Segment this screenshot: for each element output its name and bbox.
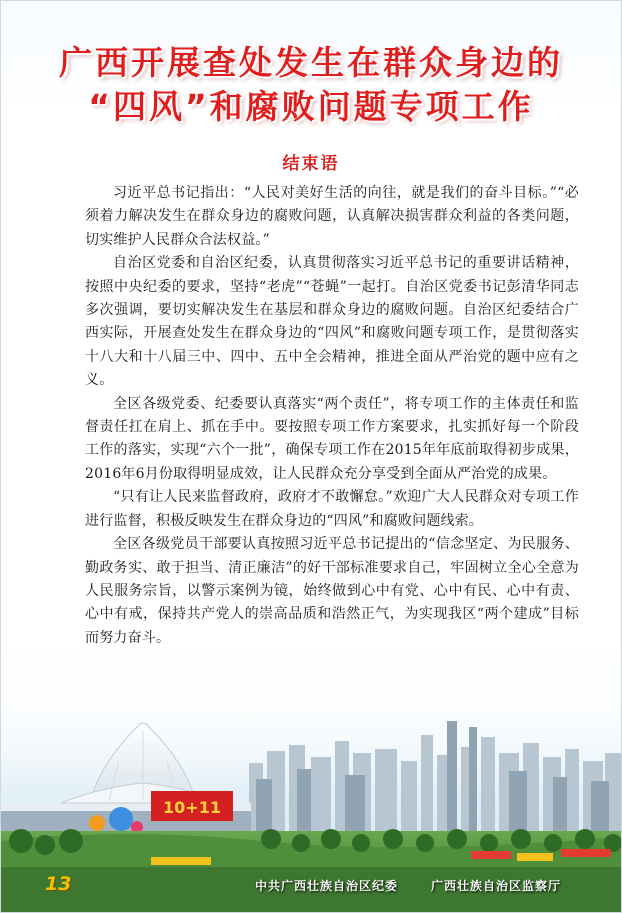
article-body <box>85 182 579 650</box>
paragraph-3: 全区各级党委、纪委要认真落实“两个责任”，将专项工作的主体责任和监督责任扛在肩上、抓在手中。要按照专项工作方案要求，扎实抓好每一个阶段工作的落实，实现“六个一批”，确保专项工作在2015年年底前取得初步成果，2016年6月份取得明显成效，让人民群众充分享受到全面从严治党的成果。 <box>85 395 579 482</box>
footer-org-supervision-dept: 广西壮族自治区监察厅 <box>431 879 562 893</box>
paragraph-1: 习近平总书记指出：“人民对美好生活的向往，就是我们的奋斗目标。”“必须着力解决发生在群众身边的腐败问题，认真解决损害群众利益的各类问题，切实维护人民群众合法权益。” <box>85 185 579 248</box>
paragraph-2: 自治区党委和自治区纪委，认真贯彻落实习近平总书记的重要讲话精神，按照中央纪委的要求，坚持“老虎”“苍蝇”一起打。自治区党委书记彭清华同志多次强调，要切实解决发生在基层和群众身边的腐败问题。自治区纪委结合广西实际，开展查处发生在群众身边的“四风”和腐败问题专项工作，是贯彻落实十八大和十八届三中、四中、五中全会精神，推进全面从严治党的题中应有之义。 <box>85 255 579 389</box>
footer-org-party-commission: 中共广西壮族自治区纪委 <box>255 879 399 893</box>
section-title: 结束语 <box>282 154 340 174</box>
title-line-1: 广西开展查处发生在群众身边的 <box>59 43 563 82</box>
paragraph-5: 全区各级党员干部要认真按照习近平总书记提出的“信念坚定、为民服务、勤政务实、敢于担当、清正廉洁”的好干部标准要求自己，牢固树立全心全意为人民服务宗旨，以警示案例为镜，始终做到心中有党、心中有民、心中有责、心中有戒，保持共产党人的崇高品质和浩然正气，为实现我区“两个建成”目标而努力奋斗。 <box>85 536 579 646</box>
page-title <box>1 41 621 129</box>
page-number: 13 <box>45 873 72 895</box>
banner-text: 10+11 <box>163 798 221 817</box>
title-line-2: “四风”和腐败问题专项工作 <box>88 87 534 126</box>
paragraph-4: “只有让人民来监督政府，政府才不敢懈怠。”欢迎广大人民群众对专项工作进行监督，积极反映发生在群众身边的“四风”和腐败问题线索。 <box>85 489 579 529</box>
